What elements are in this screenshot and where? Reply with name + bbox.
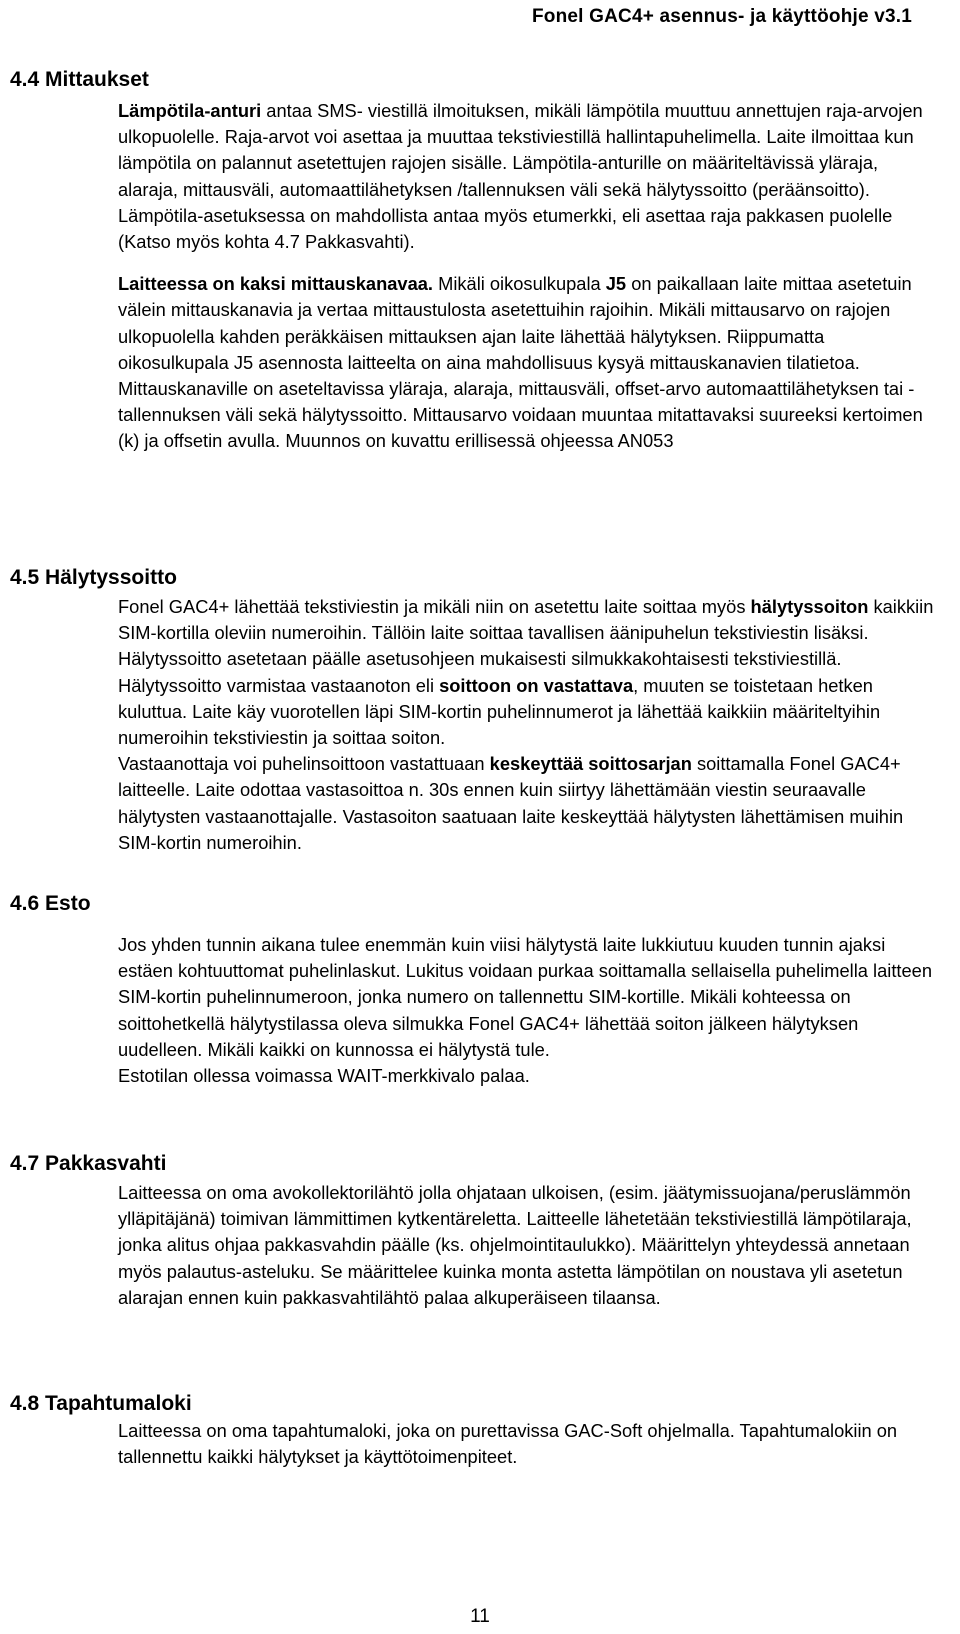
paragraph-text: Mikäli oikosulkupala (433, 273, 606, 295)
section-title-4-6: 4.6 Esto (10, 892, 91, 915)
paragraph (118, 751, 938, 856)
bold-term: keskeyttää soittosarjan (489, 753, 692, 775)
bold-term: soittoon on vastattava (439, 674, 634, 696)
paragraph: Jos yhden tunnin aikana tulee enemmän kuin viisi hälytystä laite lukkiutuu kuuden tunnin ajaksi estäen kohtuuttomat puhelinlaskut. Lukitus voidaan purkaa soittamalla sellaisella puhelimella laitteen SIM-kortin puhelinnumeroon, jonka numero on tallennettu SIM-kortille. Mikäli kohteessa on soittohetkellä hälytystilassa oleva silmukka Fonel GAC4+ lähettää soiton jälkeen hälytyksen uudelleen. Mikäli kaikki on kunnossa ei hälytystä tule. (118, 934, 933, 1060)
section-title-4-5: 4.5 Hälytyssoitto (10, 566, 177, 589)
section-body-4-5 (118, 594, 938, 856)
section-body-4-8 (118, 1418, 938, 1470)
bold-term: hälytyssoiton (750, 596, 869, 617)
paragraph-text: Vastaanottaja voi puhelinsoittoon vastattuaan (118, 753, 490, 775)
paragraph-text: soittamalla Fonel GAC4+ laitteelle. Laite odottaa vastasoittoa n. 30s ennen kuin siirtyy lähettämään viestin seuraavalle hälytysten vastaanottajalle. Vastasoiton saatuaan laite keskeyttää hälytysten lähettämisen muihin SIM-kortin numeroihin. (118, 753, 904, 853)
section-body-4-6 (118, 932, 938, 1089)
section-title-4-7: 4.7 Pakkasvahti (10, 1152, 167, 1175)
paragraph: Estotilan ollessa voimassa WAIT-merkkivalo palaa. (118, 1065, 530, 1087)
section-body-4-7 (118, 1180, 938, 1311)
page-number: 11 (470, 1606, 490, 1627)
document-header-title: Fonel GAC4+ asennus- ja käyttöohje v3.1 (532, 6, 912, 27)
section-body-4-4 (118, 98, 938, 455)
paragraph (118, 271, 938, 454)
paragraph-text: , muuten se toistetaan hetken kuluttua. Laite käy vuorotellen läpi SIM-kortin puhelinnumerot ja lähettää kaikkiin määriteltyihin numeroihin tekstiviestin ja soittaa soiton. (118, 674, 881, 749)
bold-term: Lämpötila-anturi (118, 100, 262, 121)
section-title-4-8: 4.8 Tapahtumaloki (10, 1392, 192, 1415)
bold-term: Laitteessa on kaksi mittauskanavaa. (118, 273, 434, 295)
section-title-4-4: 4.4 Mittaukset (10, 68, 149, 91)
paragraph-text: on paikallaan laite mittaa asetetuin välein mittauskanavia ja vertaa mittaustulosta asetettuihin rajoihin. Mikäli mittausarvo on rajojen ulkopuolella kahden peräkkäisen mittauksen ajan laite lähettää hälytyksen. Riippumatta oikosulkupala J5 asennosta laitteelta on aina mahdollisuus kysyä mittauskanavien tilatietoa. Mittauskanaville on aseteltavissa yläraja, alaraja, mittausväli, offset-arvo automaattilähetyksen tai -tallennuksen väli sekä hälytyssoitto. Mittausarvo voidaan muuntaa mitattavaksi suureeksi kertoimen (k) ja offsetin avulla. Muunnos on kuvattu erillisessä ohjeessa AN053 (118, 273, 923, 452)
paragraph-text: antaa SMS- viestillä ilmoituksen, mikäli lämpötila muuttuu annettujen raja-arvojen ulkopuolelle. Raja-arvot voi asettaa ja muuttaa tekstiviestillä hallintapuhelimella. Laite ilmoittaa kun lämpötila on palannut asetettujen rajojen sisälle. Lämpötila-anturille on määriteltävissä yläraja, alaraja, mittausväli, automaattilähetyksen /tallennuksen väli sekä hälytyssoitto (peräänsoitto). Lämpötila-asetuksessa on mahdollista antaa myös etumerkki, eli asettaa raja pakkasen puolelle (Katso myös kohta 4.7 Pakkasvahti). (118, 100, 923, 253)
paragraph: Laitteessa on oma avokollektorilähtö jolla ohjataan ulkoisen, (esim. jäätymissuojana/peruslämmön ylläpitäjänä) toimivan lämmittimen kytkentäreletta. Laitteelle lähetetään tekstiviestillä lämpötilaraja, jonka alitus ohjaa pakkasvahdin päälle (ks. ohjelmointitaulukko). Määrittelyn yhteydessä annetaan myös palautus-asteluku. Se määrittelee kuinka monta astetta lämpötilan on noustava yli asetetun alarajan ennen kuin pakkasvahtilähtö palaa alkuperäiseen tilaansa. (118, 1182, 912, 1308)
paragraph: Laitteessa on oma tapahtumaloki, joka on purettavissa GAC-Soft ohjelmalla. Tapahtumalokiin on tallennettu kaikki hälytykset ja käyttötoimenpiteet. (118, 1420, 898, 1468)
paragraph-text: Fonel GAC4+ lähettää tekstiviestin ja mikäli niin on asetettu laite soittaa myös (118, 596, 751, 617)
paragraph (118, 594, 938, 751)
bold-term: J5 (605, 273, 627, 295)
paragraph-text: kaikkiin SIM-kortilla oleviin numeroihin. Tällöin laite soittaa tavallisen äänipuhelun tekstiviestin lisäksi. Hälytyssoitto asetetaan päälle asetusohjeen mukaisesti silmukkakohtaisesti tekstiviestillä. Hälytyssoitto varmistaa vastaanoton eli (118, 596, 934, 696)
paragraph (118, 98, 938, 255)
